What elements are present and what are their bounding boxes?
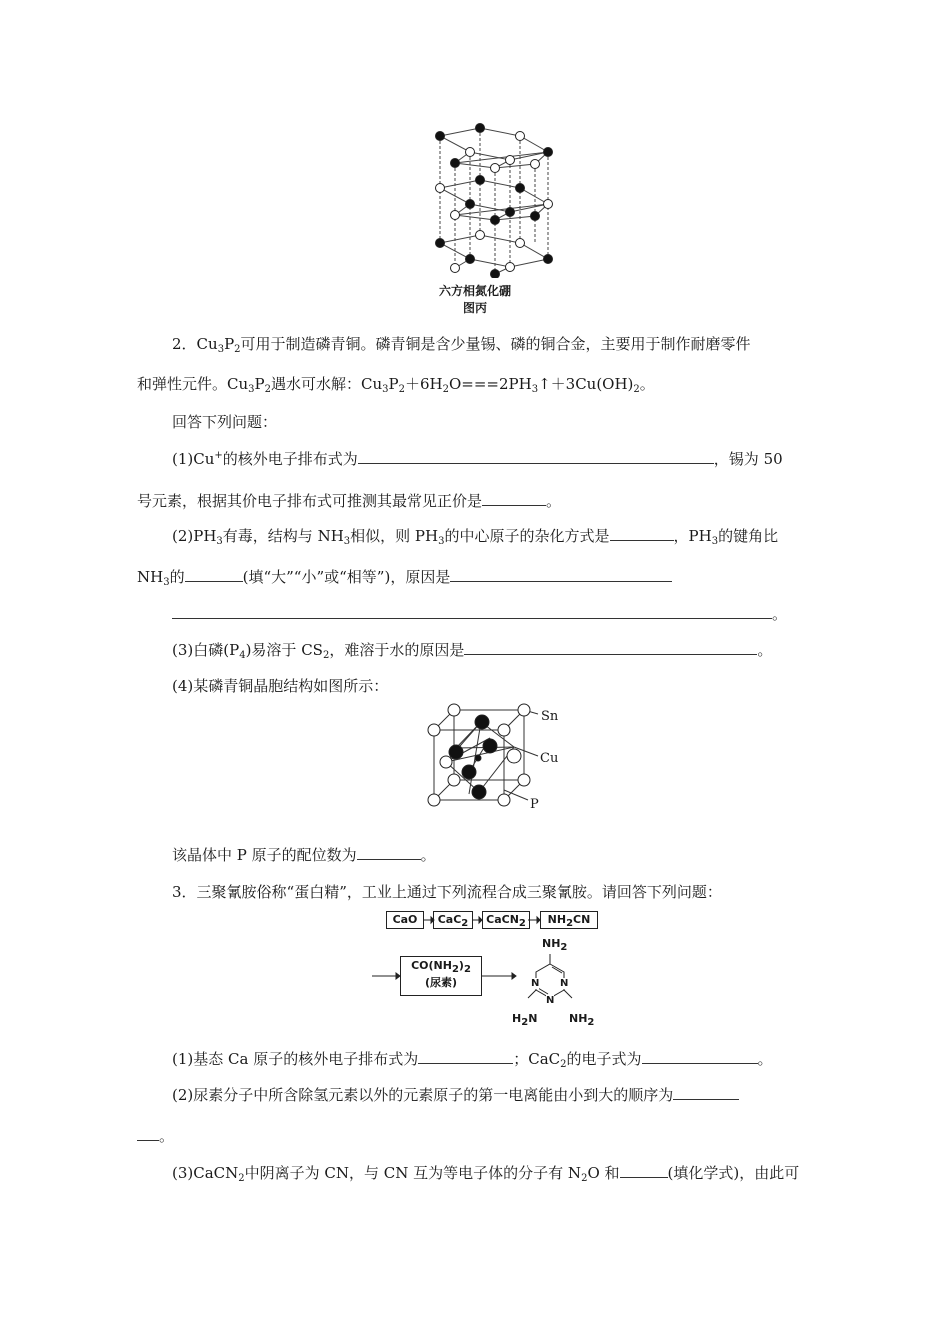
q2-part1-line2: 号元素，根据其价电子排布式可推测其最常见正价是 。 [137, 492, 562, 510]
melamine-ring-n-right: N [560, 978, 569, 989]
answer-blank[interactable] [673, 1085, 739, 1100]
q3-part2-line2: 。 [137, 1126, 174, 1146]
flow-box-cacn2: CaCN$_2$ [482, 911, 530, 929]
q2-part4-answer: 该晶体中 P 原子的配位数为 。 [172, 846, 436, 864]
cell-label-cu: Cu [540, 751, 559, 766]
answer-blank[interactable] [642, 1049, 758, 1064]
q2-part4: (4)某磷青铜晶胞结构如图所示： [172, 677, 389, 695]
answer-blank[interactable] [185, 567, 243, 582]
flow-box-cac2: CaC$_2$ [433, 911, 473, 929]
answer-blank[interactable] [610, 526, 674, 541]
melamine-nh2-top: $NH_2$ [542, 937, 568, 953]
answer-blank[interactable] [620, 1163, 668, 1178]
flow-arrows-top [420, 912, 544, 928]
q2-part1-line1: (1)Cu+的核外电子排布式为 ，锡为 50 [172, 450, 783, 468]
cell-label-p: P [530, 797, 539, 812]
melamine-nh2-right: $NH_2$ [569, 1012, 595, 1028]
answer-blank[interactable] [357, 845, 421, 860]
figure-caption-name: 六方相氮化硼 [438, 284, 511, 298]
answer-blank[interactable] [358, 449, 714, 464]
answer-blank[interactable] [482, 491, 546, 506]
q2-part2-line3: 。 [172, 604, 787, 624]
q2-part2-line2: $NH_3$的 (填“大”“小”或“相等”)，原因是 [137, 567, 672, 587]
melamine-ring-n-left: N [531, 978, 540, 989]
q3-part2-line1: (2)尿素分子中所含除氢元素以外的元素原子的第一电离能由小到大的顺序为 [172, 1085, 739, 1105]
answer-blank[interactable] [464, 640, 757, 655]
hexagonal-bn-structure-figure [420, 118, 570, 278]
figure-caption-label: 图丙 [462, 301, 487, 315]
melamine-h2n-left: $H_2N$ [512, 1012, 538, 1028]
q2-part3: (3)白磷$(P_4)$易溶于 $CS_2$，难溶于水的原因是 。 [172, 641, 773, 661]
answer-blank[interactable] [137, 1126, 159, 1141]
q3-intro: 3．三聚氰胺俗称“蛋白精”，工业上通过下列流程合成三聚氰胺。请回答下列问题： [172, 883, 722, 901]
q2-intro-line1: 2．$Cu_3P_2$可用于制造磷青铜。磷青铜是含少量锡、磷的铜合金，主要用于制作耐磨零件 [172, 335, 751, 355]
flow-arrows-urea [372, 966, 522, 986]
flow-box-nh2cn: $NH_2CN$ [540, 911, 598, 929]
flow-box-urea: $CO(NH_2)_2$ (尿素) [400, 956, 482, 996]
answer-blank[interactable] [172, 604, 772, 619]
q2-intro-line2: 和弹性元件。$Cu_3P_2$遇水可水解：$Cu_3P_2+6H_2O===2PH_3↑+3Cu(OH)_2$。 [137, 375, 655, 395]
answer-blank[interactable] [450, 567, 672, 582]
cell-label-sn: Sn [541, 709, 559, 724]
q2-prompt: 回答下列问题： [172, 413, 278, 431]
melamine-ring-n-bottom: N [546, 995, 555, 1006]
flow-box-cao: CaO [386, 911, 424, 929]
q2-part2-line1: $(2)PH_3$有毒，结构与 $NH_3$相似，则 $PH_3$的中心原子的杂化方式是 ，$PH_3$的键角比 [172, 527, 779, 547]
q3-part1: (1)基态 Ca 原子的核外电子排布式为 ；CaC$_2$的电子式为 。 [172, 1050, 773, 1070]
q3-part3: (3)CaCN$_2$中阴离子为 CN，与 CN 互为等电子体的分子有 $N_2O$ 和 (填化学式)，由此可 [172, 1164, 800, 1184]
answer-blank[interactable] [418, 1049, 513, 1064]
